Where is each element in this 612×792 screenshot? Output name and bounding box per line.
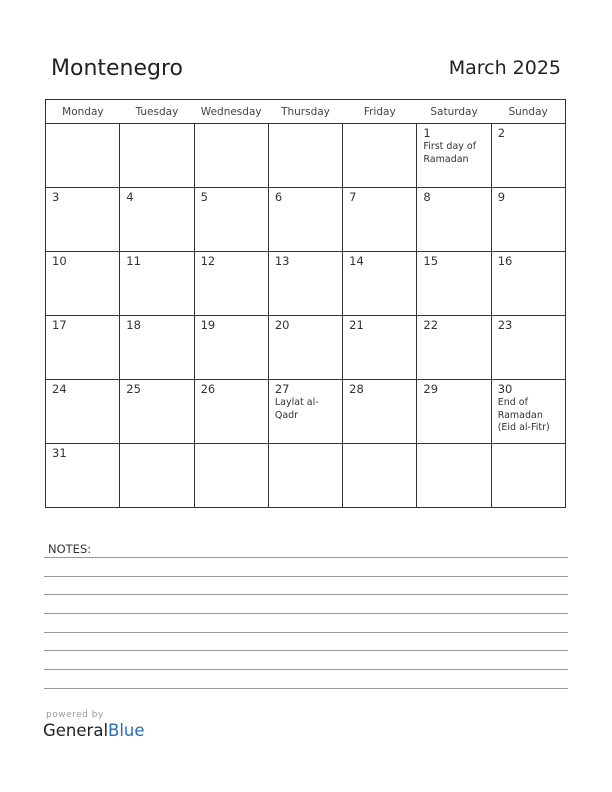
day-cell: [46, 124, 120, 188]
note-line: [44, 650, 568, 651]
notes-label: NOTES:: [48, 542, 92, 556]
day-cell: [268, 124, 342, 188]
day-number: 24: [52, 382, 67, 396]
weekday-monday: Monday: [46, 100, 120, 124]
day-cell: [194, 252, 268, 316]
day-cell: [491, 252, 565, 316]
day-cell: [46, 252, 120, 316]
day-cell: [417, 188, 491, 252]
day-cell: [120, 124, 194, 188]
day-number: 29: [423, 382, 439, 396]
day-cell: [194, 380, 268, 444]
day-cell: [120, 252, 194, 316]
note-line: [44, 576, 568, 577]
day-number: 26: [200, 382, 216, 396]
day-cell: [417, 252, 491, 316]
day-cell: [268, 252, 342, 316]
calendar-week-row: [46, 188, 566, 252]
calendar-week-row: [46, 316, 566, 380]
holiday-label: Laylat al-Qadr: [274, 397, 319, 421]
weekday-tuesday: Tuesday: [120, 100, 194, 124]
day-cell: [194, 316, 268, 380]
day-cell: [417, 124, 491, 188]
day-number: 20: [274, 318, 290, 332]
day-cell: [343, 444, 417, 508]
day-number: 19: [200, 318, 216, 332]
note-line: [44, 557, 568, 558]
day-cell: [120, 380, 194, 444]
calendar-grid: [45, 99, 566, 508]
day-number: 10: [52, 254, 67, 268]
day-number: 4: [126, 190, 134, 204]
day-cell: [268, 444, 342, 508]
day-cell: [46, 380, 120, 444]
day-number: 16: [497, 254, 513, 268]
day-number: 27: [274, 382, 290, 396]
day-number: 15: [423, 254, 439, 268]
day-cell: [46, 188, 120, 252]
weekday-friday: Friday: [343, 100, 417, 124]
calendar-week-row: [46, 124, 566, 188]
note-line: [44, 669, 568, 670]
day-cell: [120, 188, 194, 252]
country-title: Montenegro: [51, 56, 184, 81]
day-cell: [491, 124, 565, 188]
day-cell: [491, 444, 565, 508]
day-number: 25: [126, 382, 141, 396]
day-cell: [343, 124, 417, 188]
day-number: 11: [126, 254, 141, 268]
weekday-sunday: Sunday: [491, 100, 565, 124]
day-cell: [194, 444, 268, 508]
day-cell: [343, 316, 417, 380]
day-number: 31: [52, 446, 67, 460]
day-number: 21: [349, 318, 364, 332]
day-number: 9: [497, 190, 506, 204]
day-cell: [491, 380, 565, 444]
holiday-label: End of Ramadan (Eid al-Fitr): [497, 397, 550, 433]
day-cell: [491, 188, 565, 252]
brand-blue: Blue: [108, 721, 145, 740]
day-cell: [120, 316, 194, 380]
weekday-wednesday: Wednesday: [194, 100, 268, 124]
day-number: 30: [497, 382, 513, 396]
calendar-week-row: [46, 380, 566, 444]
day-number: 17: [52, 318, 67, 332]
month-year-title: March 2025: [448, 57, 561, 79]
day-number: 7: [349, 190, 357, 204]
day-cell: [120, 444, 194, 508]
powered-by-text: powered by: [46, 710, 104, 720]
weekday-thursday: Thursday: [268, 100, 342, 124]
day-number: 3: [52, 190, 60, 204]
day-cell: [343, 252, 417, 316]
holiday-label: First day of Ramadan: [423, 141, 477, 165]
day-cell: [194, 124, 268, 188]
day-number: 5: [200, 190, 208, 204]
note-line: [44, 594, 568, 595]
weekday-saturday: Saturday: [417, 100, 491, 124]
day-cell: [268, 316, 342, 380]
day-number: 1: [423, 126, 431, 140]
day-cell: [268, 380, 342, 444]
day-cell: [417, 316, 491, 380]
day-number: 14: [349, 254, 364, 268]
day-cell: [343, 188, 417, 252]
day-cell: [417, 380, 491, 444]
day-number: 13: [274, 254, 290, 268]
brand-general: General: [43, 721, 109, 740]
day-cell: [417, 444, 491, 508]
day-cell: [491, 316, 565, 380]
day-number: 22: [423, 318, 439, 332]
day-cell: [343, 380, 417, 444]
calendar-week-row: [46, 444, 566, 508]
day-cell: [268, 188, 342, 252]
weekday-header-row: [46, 100, 566, 124]
day-cell: [46, 444, 120, 508]
note-line: [44, 613, 568, 614]
day-number: 6: [274, 190, 283, 204]
day-number: 12: [200, 254, 216, 268]
calendar-week-row: [46, 252, 566, 316]
day-number: 2: [497, 126, 506, 140]
day-number: 18: [126, 318, 141, 332]
day-cell: [46, 316, 120, 380]
day-number: 23: [497, 318, 513, 332]
day-cell: [194, 188, 268, 252]
generalblue-logo[interactable]: [43, 721, 145, 740]
note-line: [44, 688, 568, 689]
note-line: [44, 632, 568, 633]
day-number: 28: [349, 382, 364, 396]
day-number: 8: [423, 190, 431, 204]
